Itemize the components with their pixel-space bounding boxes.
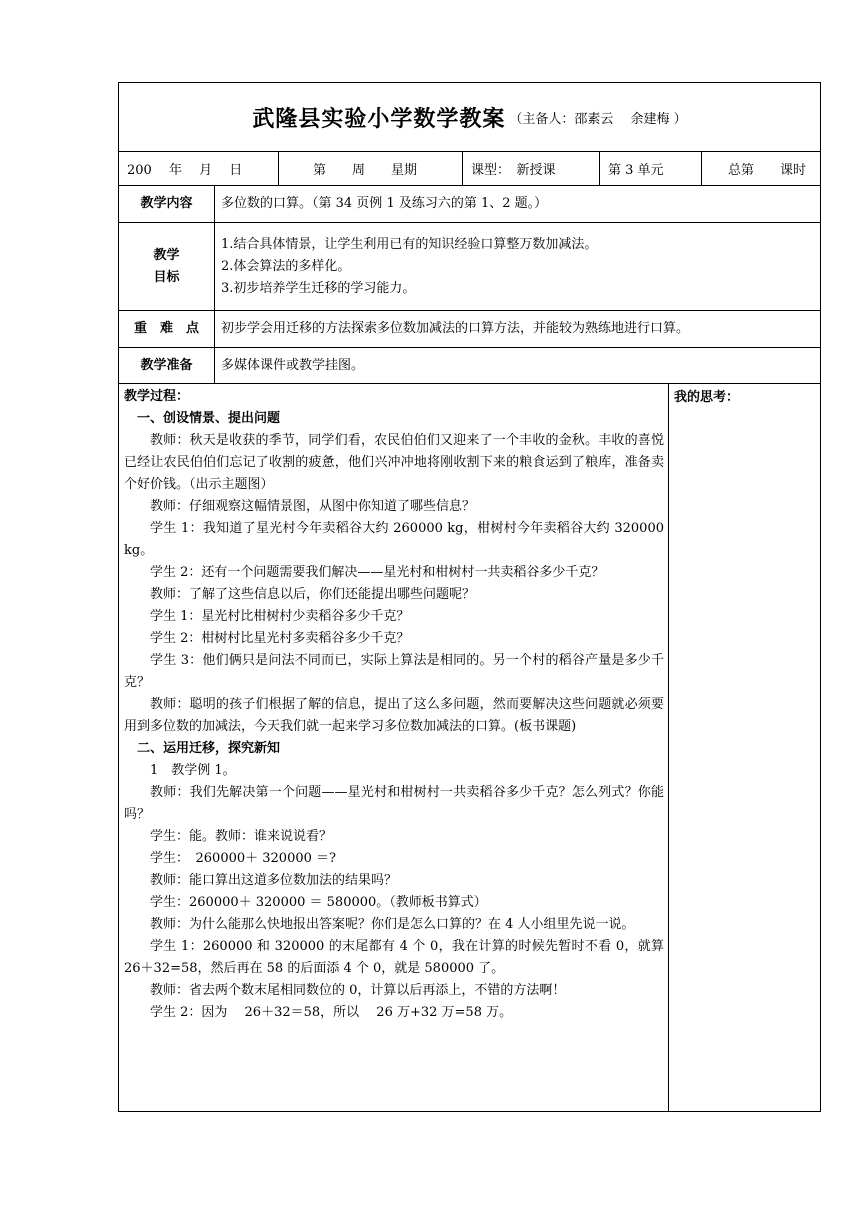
lesson-type-cell: 课型： 新授课 — [463, 152, 600, 185]
paragraph: 学生：260000＋ 320000 ＝ 580000。（教师板书算式） — [150, 895, 487, 910]
unit-cell: 第 3 单元 — [600, 152, 702, 185]
goals-label-line2: 目标 — [153, 269, 180, 285]
section-heading: 二、运用迁移，探究新知 — [137, 741, 281, 756]
paragraph: 教师：聪明的孩子们根据了解的信息，提出了这么多问题，然而要解决这些问题就必须要用到多位数的加减法，今天我们就一起来学习多位数加减法的口算。(板书课题) — [124, 697, 664, 734]
goals-label — [119, 223, 215, 310]
goal-item: 2.体会算法的多样化。 — [221, 258, 351, 274]
paragraph: 学生：能。教师：谁来说说看？ — [150, 829, 333, 844]
paragraph: 教师：能口算出这道多位数加法的结果吗？ — [150, 873, 398, 888]
difficulty-row — [119, 311, 820, 348]
content-text: 多位数的口算。（第 34 页例 1 及练习六的第 1、2 题。） — [221, 196, 548, 211]
date-cell: 200 年 月 日 — [119, 152, 279, 185]
paragraph: 教师：我们先解决第一个问题——星光村和柑树村一共卖稻谷多少千克？怎么列式？你能吗？ — [124, 785, 664, 822]
week-cell: 第 周 星期 — [279, 152, 463, 185]
goal-item: 3.初步培养学生迁移的学习能力。 — [221, 280, 416, 296]
paragraph: 学生 1：260000 和 320000 的末尾都有 4 个 0，我在计算的时候先暂时不看 0，就算 26＋32=58，然后再在 58 的后面添 4 个 0，就是 580000 了。 — [124, 939, 664, 976]
authors-note: （主备人：邵素云 余建梅 ） — [509, 111, 687, 127]
content-row — [119, 186, 820, 223]
goals-label-line1: 教学 — [153, 247, 180, 263]
preparation-label: 教学准备 — [119, 348, 215, 383]
process-heading: 教学过程： — [124, 389, 190, 404]
process-content — [119, 384, 669, 1111]
difficulty-text: 初步学会用迁移的方法探索多位数加减法的口算方法，并能较为熟练地进行口算。 — [221, 321, 690, 336]
title-row — [119, 83, 820, 152]
paragraph: 学生 2：还有一个问题需要我们解决——星光村和柑树村一共卖稻谷多少千克？ — [150, 565, 605, 580]
meta-row — [119, 152, 820, 186]
paragraph: 学生 2：因为 26＋32＝58，所以 26 万+32 万=58 万。 — [150, 1005, 513, 1020]
process-row — [119, 384, 820, 1111]
difficulty-label: 重 难 点 — [119, 311, 215, 347]
paragraph: 教师：仔细观察这幅情景图，从图中你知道了哪些信息？ — [150, 499, 476, 514]
preparation-row — [119, 348, 820, 384]
paragraph: 教师：了解了这些信息以后，你们还能提出哪些问题呢？ — [150, 587, 476, 602]
preparation-text: 多媒体课件或教学挂图。 — [221, 357, 365, 373]
paragraph: 1 教学例 1。 — [150, 763, 236, 778]
goals-list — [215, 223, 820, 310]
section-heading: 一、创设情景、提出问题 — [137, 411, 281, 426]
periods-cell: 总第 课时 — [728, 163, 807, 178]
content-label: 教学内容 — [119, 186, 215, 222]
reflection-column — [669, 384, 820, 1111]
goal-item: 1.结合具体情景，让学生利用已有的知识经验口算整万数加减法。 — [221, 236, 598, 252]
paragraph: 教师：秋天是收获的季节，同学们看，农民伯伯们又迎来了一个丰收的金秋。丰收的喜悦已经让农民伯伯们忘记了收割的疲惫，他们兴冲冲地将刚收割下来的粮食运到了粮库，准备卖个好价钱。（出示主题图） — [124, 433, 664, 492]
paragraph: 学生 1：星光村比柑树村少卖稻谷多少千克？ — [150, 609, 410, 624]
goals-row — [119, 223, 820, 311]
lesson-plan-sheet — [118, 82, 821, 1112]
lesson-plan-table — [118, 82, 821, 1112]
reflection-heading: 我的思考： — [674, 390, 740, 405]
paragraph: 教师：省去两个数末尾相同数位的 0，计算以后再添上，不错的方法啊！ — [150, 983, 566, 998]
paragraph: 学生 2：柑树村比星光村多卖稻谷多少千克？ — [150, 631, 410, 646]
page-title: 武隆县实验小学数学教案 — [252, 106, 506, 132]
paragraph: 教师：为什么能那么快地报出答案呢？你们是怎么口算的？在 4 人小组里先说一说。 — [150, 917, 635, 932]
paragraph: 学生 1：我知道了星光村今年卖稻谷大约 260000 kg，柑树村今年卖稻谷大约 320000 kg。 — [124, 521, 664, 558]
paragraph: 学生： 260000＋ 320000 ＝? — [150, 851, 336, 866]
paragraph: 学生 3：他们俩只是问法不同而已，实际上算法是相同的。另一个村的稻谷产量是多少千克？ — [124, 653, 664, 690]
